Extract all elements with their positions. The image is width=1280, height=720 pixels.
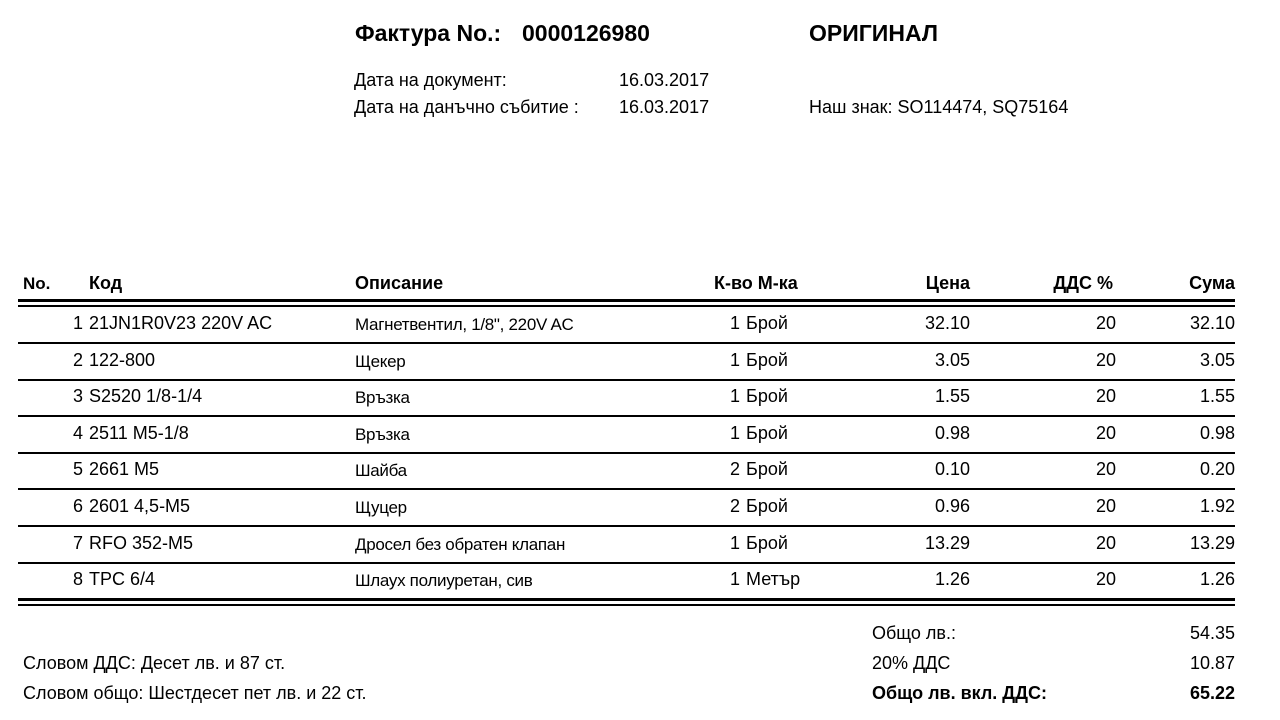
line-price: 0.96 [934,496,970,516]
line-amount: 1.55 [1199,386,1235,407]
line-code: 21JN1R0V23 220V AC [89,313,273,333]
line-unit: Брой [746,349,788,370]
line-code: S2520 1/8-1/4 [89,386,203,407]
line-amount: 0.20 [1199,459,1235,480]
line-description: Магнетвентил, 1/8", 220V AC [355,315,574,334]
col-header-no: No. [23,274,51,293]
line-vat-percent: 20 [1095,313,1116,333]
line-description: Шайба [355,461,407,481]
line-quantity: 2 [729,496,740,516]
row-divider [18,415,1235,417]
line-vat-percent: 20 [1095,532,1116,553]
line-quantity: 1 [729,532,740,553]
col-header-qty-unit: К-во М-ка [714,273,798,293]
line-code: RFO 352-M5 [89,532,194,553]
line-price: 1.26 [934,569,970,590]
vat-value: 10.87 [1189,653,1235,673]
total-label: Общо лв. вкл. ДДС: [872,683,1047,703]
document-date-label: Дата на документ: [354,70,507,90]
line-unit: Метър [746,569,801,590]
row-divider [18,562,1235,564]
line-amount: 1.92 [1199,496,1235,516]
line-number: 4 [72,422,83,443]
line-number: 1 [72,313,83,333]
line-vat-percent: 20 [1095,422,1116,443]
line-vat-percent: 20 [1095,386,1116,407]
copy-type-label: ОРИГИНАЛ [809,20,938,46]
total-in-words: Словом общо: Шестдесет пет лв. и 22 ст. [23,683,367,703]
col-header-amount: Сума [1189,273,1235,293]
col-header-vat: ДДС % [1053,273,1113,293]
line-amount: 32.10 [1189,313,1235,333]
invoice-number: 0000126980 [522,20,650,46]
tax-event-date: 16.03.2017 [619,97,710,117]
line-description: Връзка [355,424,410,444]
row-divider [18,452,1235,454]
col-header-price: Цена [925,273,970,293]
line-code: 2661 M5 [89,459,160,480]
table-rule-bottom [18,604,1235,606]
tax-event-date-label: Дата на данъчно събитие : [354,97,579,117]
line-unit: Брой [746,313,788,333]
table-rule-top [18,598,1235,601]
line-code: TPC 6/4 [89,569,156,590]
line-number: 8 [72,569,83,590]
vat-in-words: Словом ДДС: Десет лв. и 87 ст. [23,653,286,673]
line-code: 2511 M5-1/8 [89,422,189,443]
line-unit: Брой [746,386,788,407]
line-number: 2 [72,349,83,370]
line-vat-percent: 20 [1095,496,1116,516]
line-price: 0.10 [934,459,970,480]
line-amount: 3.05 [1199,349,1235,370]
line-code: 122-800 [89,349,156,370]
line-vat-percent: 20 [1095,459,1116,480]
line-number: 5 [72,459,83,480]
row-divider [18,342,1235,344]
row-divider [18,525,1235,527]
row-divider [18,488,1235,490]
subtotal-label: Общо лв.: [872,623,956,643]
line-vat-percent: 20 [1095,569,1116,590]
col-header-code: Код [89,273,123,293]
our-reference: Наш знак: SO114474, SQ75164 [809,97,1069,117]
invoice-number-label: Фактура No.: [355,20,502,46]
total-value: 65.22 [1189,683,1235,703]
line-price: 3.05 [934,349,970,370]
line-quantity: 1 [729,569,740,590]
line-vat-percent: 20 [1095,349,1116,370]
line-number: 3 [72,386,83,407]
line-description: Връзка [355,388,410,408]
document-date: 16.03.2017 [619,70,710,90]
line-code: 2601 4,5-M5 [89,496,191,516]
line-quantity: 1 [729,349,740,370]
line-unit: Брой [746,459,788,480]
col-header-description: Описание [355,273,444,293]
line-quantity: 1 [729,313,740,333]
line-number: 6 [72,496,83,516]
line-description: Дросел без обратен клапан [355,534,566,554]
line-unit: Брой [746,422,788,443]
line-quantity: 2 [729,459,740,480]
line-amount: 1.26 [1199,569,1235,590]
line-number: 7 [72,532,83,553]
line-quantity: 1 [729,422,740,443]
line-unit: Брой [746,496,788,516]
line-quantity: 1 [729,386,740,407]
line-price: 0.98 [934,422,970,443]
subtotal-value: 54.35 [1189,623,1235,643]
line-amount: 0.98 [1199,422,1235,443]
header-rule-top [18,299,1235,302]
vat-label: 20% ДДС [872,653,951,673]
line-price: 32.10 [924,313,970,333]
line-description: Щекер [355,351,406,371]
row-divider [18,379,1235,381]
line-unit: Брой [746,532,788,553]
line-description: Щуцер [355,498,407,517]
line-amount: 13.29 [1189,532,1235,553]
line-price: 1.55 [934,386,970,407]
line-description: Шлаух полиуретан, сив [355,571,533,591]
header-rule-bottom [18,305,1235,307]
line-price: 13.29 [924,532,970,553]
